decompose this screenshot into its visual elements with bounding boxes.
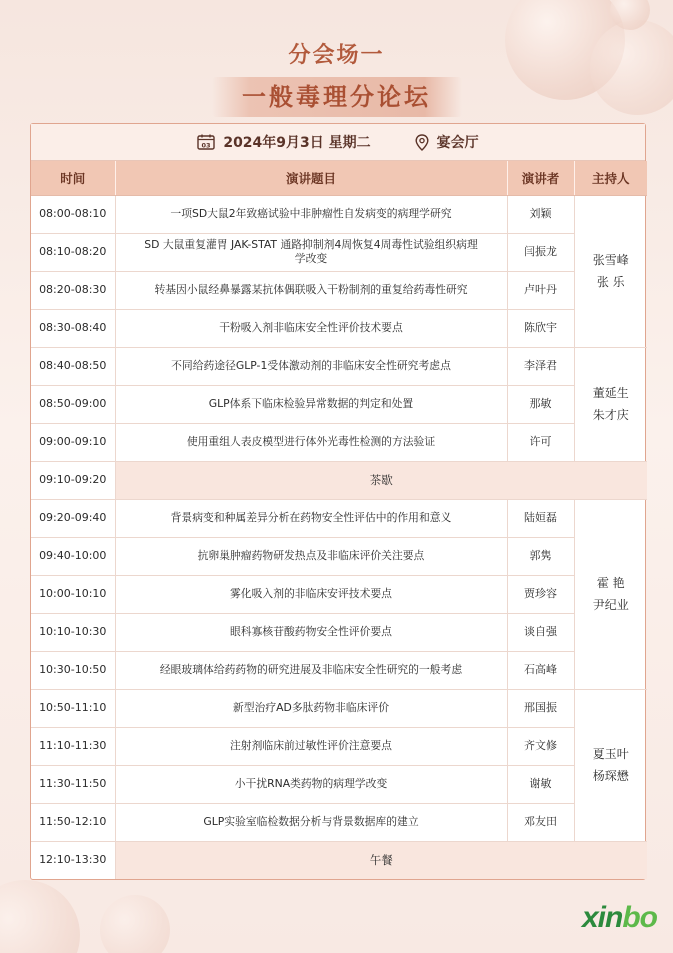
topic-cell: SD 大鼠重复灌胃 JAK-STAT 通路抑制剂4周恢复4周毒性试验组织病理学改变 <box>115 233 507 271</box>
column-header-topic: 演讲题目 <box>115 161 507 195</box>
topic-cell: 小干扰RNA类药物的病理学改变 <box>115 765 507 803</box>
speaker-cell: 陆姮磊 <box>507 499 574 537</box>
topic-cell: 眼科寡核苷酸药物安全性评价要点 <box>115 613 507 651</box>
host-names: 董延生 朱才庆 <box>592 386 629 422</box>
speaker-cell: 齐文修 <box>507 727 574 765</box>
table-row <box>31 689 647 727</box>
table-row <box>31 309 647 347</box>
logo-text-xin: xin <box>581 901 623 934</box>
topic-cell: GLP体系下临床检验异常数据的判定和处置 <box>115 385 507 423</box>
time-cell: 09:20-09:40 <box>31 499 115 537</box>
time-cell: 10:00-10:10 <box>31 575 115 613</box>
host-cell <box>574 347 647 461</box>
column-header-host: 主持人 <box>574 161 647 195</box>
table-row <box>31 385 647 423</box>
time-cell: 10:10-10:30 <box>31 613 115 651</box>
speaker-cell: 贾珍容 <box>507 575 574 613</box>
time-cell: 08:40-08:50 <box>31 347 115 385</box>
topic-cell: 注射剂临床前过敏性评价注意要点 <box>115 727 507 765</box>
speaker-cell: 石高峰 <box>507 651 574 689</box>
column-header-time: 时间 <box>31 161 115 195</box>
table-row <box>31 613 647 651</box>
time-cell: 09:40-10:00 <box>31 537 115 575</box>
table-header-row <box>31 161 647 195</box>
speaker-cell: 卢叶丹 <box>507 271 574 309</box>
column-header-speaker: 演讲者 <box>507 161 574 195</box>
topic-cell: 新型治疗AD多肽药物非临床评价 <box>115 689 507 727</box>
host-cell <box>574 195 647 347</box>
speaker-cell: 陈欣宇 <box>507 309 574 347</box>
table-row <box>31 575 647 613</box>
session-venue: 宴会厅 <box>436 135 479 151</box>
table-row <box>31 499 647 537</box>
topic-cell: 一项SD大鼠2年致癌试验中非肿瘤性自发病变的病理学研究 <box>115 195 507 233</box>
speaker-cell: 李泽君 <box>507 347 574 385</box>
speaker-cell: 刘颖 <box>507 195 574 233</box>
time-cell: 10:50-11:10 <box>31 689 115 727</box>
decor-bubble <box>0 880 80 953</box>
speaker-cell: 许可 <box>507 423 574 461</box>
schedule-card <box>30 123 646 880</box>
speaker-cell: 邢国振 <box>507 689 574 727</box>
time-cell: 08:30-08:40 <box>31 309 115 347</box>
break-cell: 茶歇 <box>115 461 647 499</box>
host-cell <box>574 689 647 841</box>
time-cell: 11:30-11:50 <box>31 765 115 803</box>
topic-cell: 转基因小鼠经鼻暴露某抗体偶联吸入干粉制剂的重复给药毒性研究 <box>115 271 507 309</box>
time-cell: 09:00-09:10 <box>31 423 115 461</box>
time-cell: 08:10-08:20 <box>31 233 115 271</box>
table-row <box>31 803 647 841</box>
host-cell <box>574 499 647 689</box>
table-row <box>31 347 647 385</box>
speaker-cell: 郭隽 <box>507 537 574 575</box>
topic-cell: 干粉吸入剂非临床安全性评价技术要点 <box>115 309 507 347</box>
table-row <box>31 727 647 765</box>
table-row <box>31 537 647 575</box>
time-cell: 09:10-09:20 <box>31 461 115 499</box>
table-row <box>31 271 647 309</box>
topic-cell: 背景病变和种属差异分析在药物安全性评估中的作用和意义 <box>115 499 507 537</box>
time-cell: 10:30-10:50 <box>31 651 115 689</box>
time-cell: 08:00-08:10 <box>31 195 115 233</box>
table-row <box>31 765 647 803</box>
page-subtitle: 一般毒理分论坛 <box>242 83 431 111</box>
topic-cell: 经眼玻璃体给药药物的研究进展及非临床安全性研究的一般考虑 <box>115 651 507 689</box>
time-cell: 08:50-09:00 <box>31 385 115 423</box>
topic-cell: 抗卵巢肿瘤药物研发热点及非临床评价关注要点 <box>115 537 507 575</box>
session-info-bar <box>31 124 645 161</box>
speaker-cell: 那敏 <box>507 385 574 423</box>
time-cell: 11:10-11:30 <box>31 727 115 765</box>
topic-cell: 雾化吸入剂的非临床安评技术要点 <box>115 575 507 613</box>
topic-cell: GLP实验室临检数据分析与背景数据库的建立 <box>115 803 507 841</box>
host-names: 张雪峰 张 乐 <box>592 253 629 289</box>
xinbo-logo <box>582 901 657 935</box>
time-cell: 08:20-08:30 <box>31 271 115 309</box>
subtitle-banner <box>212 77 462 117</box>
speaker-cell: 闫振龙 <box>507 233 574 271</box>
session-date: 2024年9月3日 星期二 <box>223 135 371 151</box>
table-row <box>31 195 647 233</box>
break-cell: 午餐 <box>115 841 647 879</box>
schedule-table <box>31 161 647 879</box>
location-pin-icon <box>415 134 429 151</box>
page-header <box>0 38 673 117</box>
time-cell: 11:50-12:10 <box>31 803 115 841</box>
calendar-icon <box>197 134 215 150</box>
speaker-cell: 邓友田 <box>507 803 574 841</box>
topic-cell: 不同给药途径GLP-1受体激动剂的非临床安全性研究考虑点 <box>115 347 507 385</box>
host-names: 夏玉叶 杨琛懋 <box>592 747 629 783</box>
logo-text-bo: bo <box>622 901 657 934</box>
break-row <box>31 841 647 879</box>
speaker-cell: 谈自强 <box>507 613 574 651</box>
page-title: 分会场一 <box>288 43 385 68</box>
decor-bubble <box>100 895 170 953</box>
table-row <box>31 651 647 689</box>
time-cell: 12:10-13:30 <box>31 841 115 879</box>
table-row <box>31 233 647 271</box>
calendar-icon-text: 03 <box>201 141 211 150</box>
topic-cell: 使用重组人表皮模型进行体外光毒性检测的方法验证 <box>115 423 507 461</box>
host-names: 霍 艳 尹纪业 <box>592 576 629 612</box>
table-row <box>31 423 647 461</box>
speaker-cell: 谢敏 <box>507 765 574 803</box>
break-row <box>31 461 647 499</box>
